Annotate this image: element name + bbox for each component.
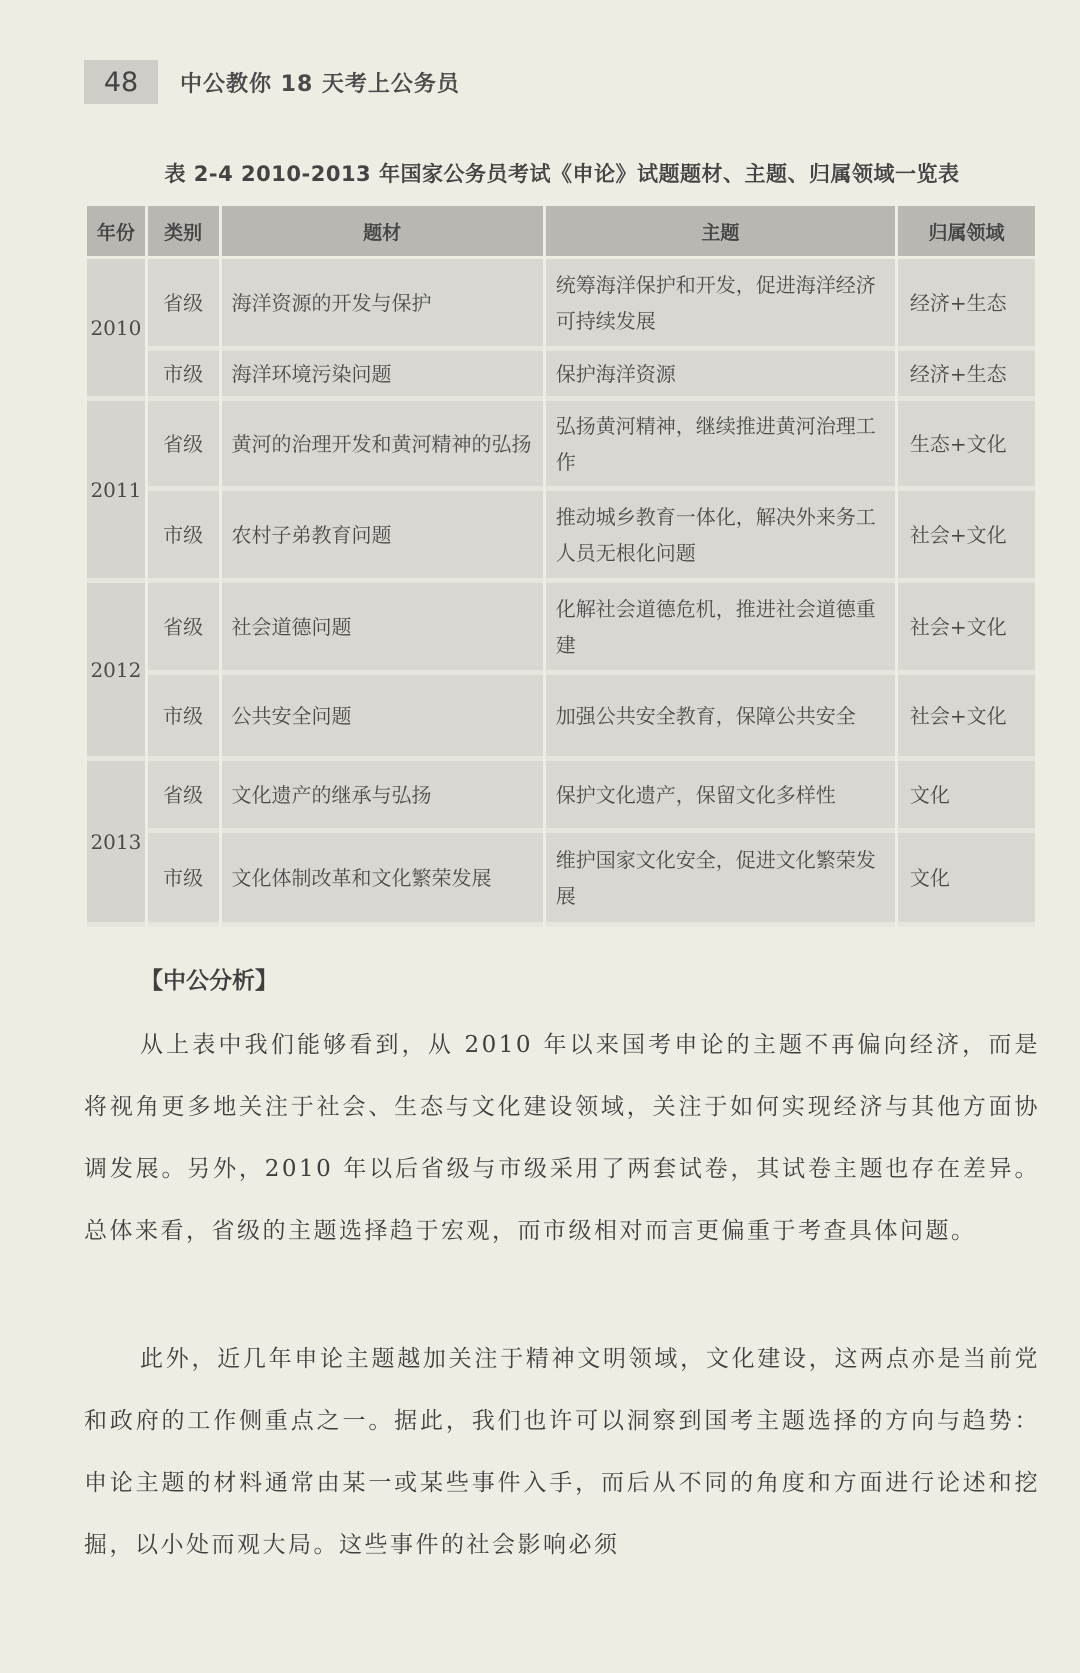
exam-topics-table (84, 206, 1038, 927)
domain-cell: 经济+生态 (898, 259, 1035, 351)
material-cell: 农村子弟教育问题 (222, 491, 543, 583)
table-caption: 表 2-4 2010-2013 年国家公务员考试《申论》试题题材、主题、归属领域一览表 (164, 162, 960, 186)
category-cell: 市级 (148, 491, 219, 583)
material-cell: 黄河的治理开发和黄河精神的弘扬 (222, 401, 543, 491)
table-row (87, 761, 1035, 833)
category-cell: 市级 (148, 833, 219, 927)
material-cell: 公共安全问题 (222, 675, 543, 761)
material-cell: 社会道德问题 (222, 583, 543, 675)
category-cell: 省级 (148, 401, 219, 491)
column-header-domain: 归属领域 (898, 206, 1035, 259)
material-cell: 海洋资源的开发与保护 (222, 259, 543, 351)
category-cell: 省级 (148, 761, 219, 833)
year-cell: 2010 (87, 259, 145, 401)
domain-cell: 经济+生态 (898, 351, 1035, 401)
material-cell: 文化体制改革和文化繁荣发展 (222, 833, 543, 927)
page-number: 48 (84, 60, 158, 104)
theme-cell: 保护海洋资源 (546, 351, 895, 401)
domain-cell: 社会+文化 (898, 583, 1035, 675)
category-cell: 市级 (148, 351, 219, 401)
theme-cell: 维护国家文化安全，促进文化繁荣发展 (546, 833, 895, 927)
domain-cell: 文化 (898, 761, 1035, 833)
table-row (87, 833, 1035, 927)
material-cell: 海洋环境污染问题 (222, 351, 543, 401)
table-row (87, 259, 1035, 351)
column-header-theme: 主题 (546, 206, 895, 259)
book-title: 中公教你 18 天考上公务员 (180, 71, 460, 97)
domain-cell: 生态+文化 (898, 401, 1035, 491)
analysis-heading: 【中公分析】 (140, 968, 278, 994)
theme-cell: 加强公共安全教育，保障公共安全 (546, 675, 895, 761)
domain-cell: 文化 (898, 833, 1035, 927)
page-header (84, 60, 460, 104)
table-row (87, 583, 1035, 675)
analysis-paragraph: 从上表中我们能够看到，从 2010 年以来国考申论的主题不再偏向经济，而是将视角更多地关注于社会、生态与文化建设领域，关注于如何实现经济与其他方面协调发展。另外，2010 年以后省级与市级采用了两套试卷，其试卷主题也存在差异。总体来看，省级的主题选择趋于宏观，而市级相对而言更偏重于考查具体问题。 (84, 1032, 1040, 1244)
theme-cell: 保护文化遗产，保留文化多样性 (546, 761, 895, 833)
theme-cell: 弘扬黄河精神，继续推进黄河治理工作 (546, 401, 895, 491)
theme-cell: 统筹海洋保护和开发，促进海洋经济可持续发展 (546, 259, 895, 351)
category-cell: 市级 (148, 675, 219, 761)
category-cell: 省级 (148, 583, 219, 675)
year-cell: 2013 (87, 761, 145, 927)
material-cell: 文化遗产的继承与弘扬 (222, 761, 543, 833)
analysis-paragraph: 此外，近几年申论主题越加关注于精神文明领域，文化建设，这两点亦是当前党和政府的工作侧重点之一。据此，我们也许可以洞察到国考主题选择的方向与趋势：申论主题的材料通常由某一或某些事件入手，而后从不同的角度和方面进行论述和挖掘，以小处而观大局。这些事件的社会影响必须 (84, 1346, 1040, 1558)
table-header-row (87, 206, 1035, 259)
table-row (87, 491, 1035, 583)
domain-cell: 社会+文化 (898, 675, 1035, 761)
table-row (87, 675, 1035, 761)
year-cell: 2011 (87, 401, 145, 583)
column-header-category: 类别 (148, 206, 219, 259)
table-row (87, 401, 1035, 491)
domain-cell: 社会+文化 (898, 491, 1035, 583)
column-header-year: 年份 (87, 206, 145, 259)
theme-cell: 化解社会道德危机，推进社会道德重建 (546, 583, 895, 675)
year-cell: 2012 (87, 583, 145, 761)
table-row (87, 351, 1035, 401)
column-header-material: 题材 (222, 206, 543, 259)
category-cell: 省级 (148, 259, 219, 351)
theme-cell: 推动城乡教育一体化，解决外来务工人员无根化问题 (546, 491, 895, 583)
